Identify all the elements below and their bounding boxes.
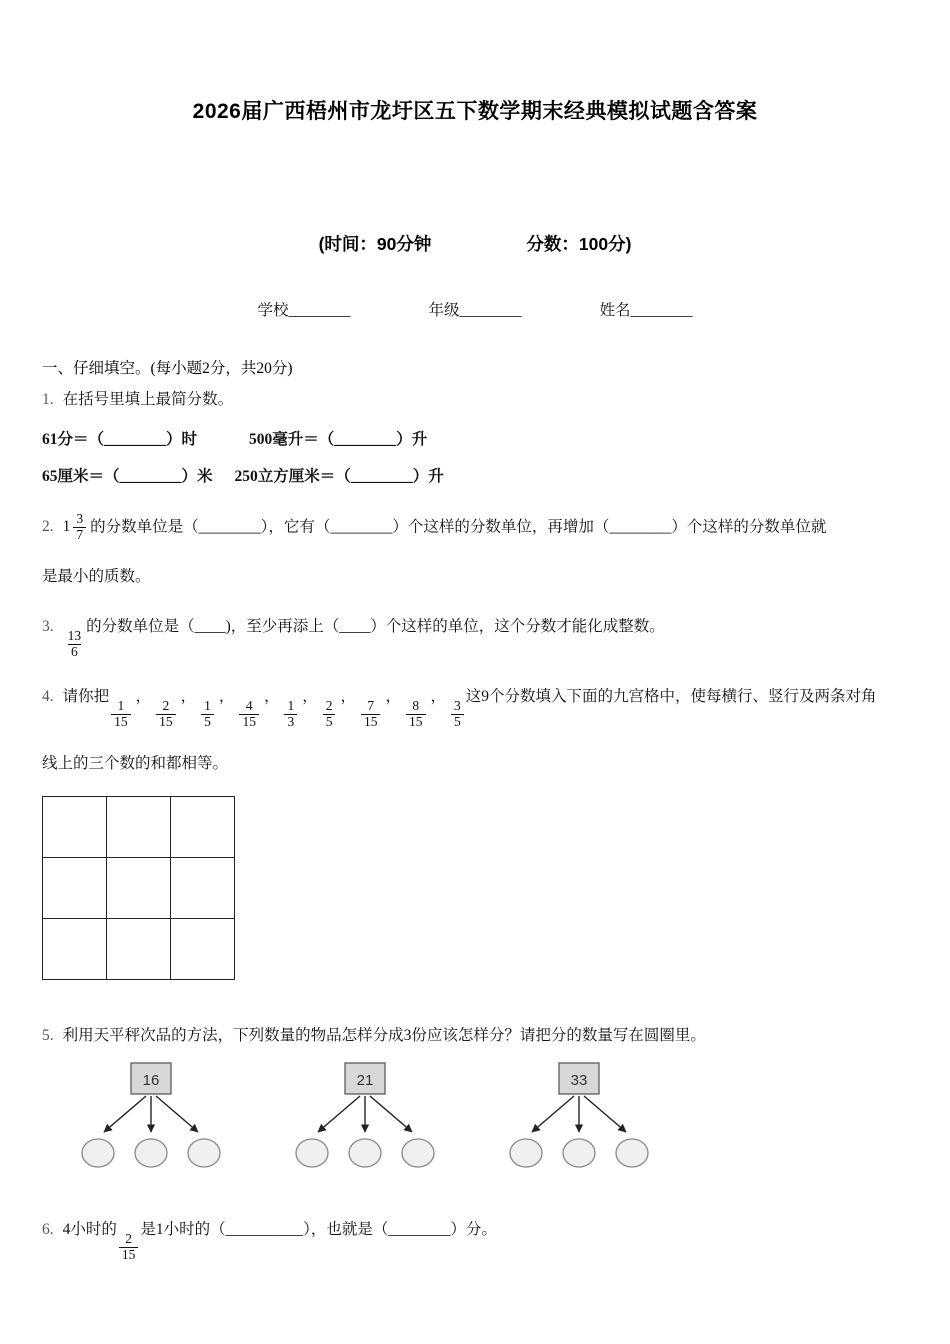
separator: ，	[180, 688, 197, 706]
question-1	[42, 388, 908, 412]
question-4	[42, 685, 908, 730]
whole-part: 1	[62, 518, 71, 536]
separator: ，	[340, 688, 356, 706]
answer-circle	[82, 1139, 114, 1167]
student-fields	[42, 298, 908, 320]
question-6	[42, 1218, 908, 1263]
score-label: 分数：100分)	[526, 234, 632, 254]
question-3-number: 3.	[42, 617, 54, 635]
divide-diagram	[272, 1060, 462, 1172]
answer-circle	[510, 1139, 542, 1167]
separator: ，	[218, 688, 235, 706]
answer-circle	[563, 1139, 595, 1167]
name-field: 姓名________	[599, 302, 693, 319]
conversion-minutes: 61分＝（________）时	[42, 431, 198, 449]
magic-square-cell	[107, 919, 171, 980]
fraction: $\frac{1}{3}$	[284, 699, 297, 730]
question-3	[42, 615, 908, 660]
question-2-text: 的分数单位是（________），它有（________）个这样的分数单位，再增加（________）个这样的分数单位就	[90, 518, 827, 536]
magic-square-cell	[43, 797, 107, 858]
fraction: $\frac{1}{5}$	[201, 699, 214, 730]
question-1-number: 1.	[42, 391, 54, 408]
fraction: $\frac{3}{7}$	[73, 512, 86, 543]
magic-square-cell	[171, 919, 235, 980]
question-5-number: 5.	[42, 1027, 54, 1045]
magic-square-cell	[107, 858, 171, 919]
fraction: $\frac{8}{15}$	[406, 699, 426, 730]
quantity-value: 21	[356, 1072, 374, 1090]
grid-row	[43, 919, 235, 980]
fraction: $\frac{2}{15}$	[119, 1232, 139, 1263]
question-3-text: 的分数单位是（____)，至少再添上（____）个这样的单位，这个分数才能化成整数。	[86, 617, 665, 635]
question-4-text-before: 请你把	[62, 688, 110, 706]
fraction: $\frac{2}{5}$	[323, 699, 336, 730]
separator: ，	[135, 688, 152, 706]
fraction: $\frac{1}{15}$	[111, 699, 131, 730]
answer-circle	[402, 1139, 434, 1167]
question-6-text-after: 是1小时的（__________），也就是（________）分。	[140, 1221, 497, 1239]
separator: ，	[263, 688, 280, 706]
answer-circle	[188, 1139, 220, 1167]
exam-meta	[42, 231, 908, 256]
conversion-line-2	[42, 464, 908, 486]
question-5	[42, 1024, 908, 1048]
balance-diagrams	[58, 1060, 908, 1172]
grade-field: 年级________	[428, 302, 522, 319]
magic-square-cell	[171, 797, 235, 858]
question-1-text: 在括号里填上最简分数。	[62, 391, 234, 408]
divide-diagram	[58, 1060, 248, 1172]
magic-square-cell	[43, 858, 107, 919]
fraction: $\frac{3}{5}$	[451, 699, 464, 730]
magic-square-cell	[43, 919, 107, 980]
conversion-milliliters: 500毫升＝（________）升	[249, 431, 428, 449]
grid-row	[43, 797, 235, 858]
question-6-text-before: 4小时的	[62, 1221, 117, 1239]
separator: ，	[430, 688, 447, 706]
fraction: $\frac{2}{15}$	[156, 699, 176, 730]
fraction-list	[109, 688, 466, 730]
separator: ，	[385, 688, 401, 706]
school-field: 学校________	[257, 302, 351, 319]
question-6-number: 6.	[42, 1221, 54, 1239]
question-4-text-after: 这9个分数填入下面的九宫格中，使每横行、竖行及两条对角	[465, 688, 877, 706]
fraction: $\frac{13}{6}$	[67, 627, 82, 659]
mixed-fraction	[63, 512, 89, 543]
conversion-cubic-cm: 250立方厘米＝（________）升	[234, 468, 444, 486]
page-title: 2026届广西梧州市龙圩区五下数学期末经典模拟试题含答案	[192, 100, 758, 123]
quantity-value: 16	[142, 1072, 160, 1090]
question-2	[42, 512, 908, 543]
fraction: $\frac{7}{15}$	[361, 699, 381, 730]
answer-circle	[135, 1139, 167, 1167]
question-4-line2: 线上的三个数的和都相等。	[42, 755, 229, 773]
conversion-line-1	[42, 427, 908, 449]
conversion-centimeters: 65厘米＝（________）米	[42, 468, 213, 486]
separator: ，	[302, 688, 318, 706]
question-2-line2: 是最小的质数。	[42, 567, 151, 585]
magic-square-cell	[171, 858, 235, 919]
divide-diagram	[486, 1060, 676, 1172]
fraction: $\frac{4}{15}$	[239, 699, 259, 730]
section-heading: 一、仔细填空。(每小题2分，共20分)	[42, 360, 293, 377]
quantity-value: 33	[570, 1072, 588, 1090]
question-2-number: 2.	[42, 518, 54, 536]
magic-square-body	[43, 797, 235, 980]
answer-circle	[616, 1139, 648, 1167]
question-4-number: 4.	[42, 688, 54, 706]
grid-row	[43, 858, 235, 919]
question-5-text: 利用天平秤次品的方法，下列数量的物品怎样分成3份应该怎样分？请把分的数量写在圆圈里。	[62, 1027, 706, 1045]
magic-square-grid	[42, 796, 235, 980]
time-label: (时间：90分钟	[318, 234, 432, 254]
answer-circle	[349, 1139, 381, 1167]
answer-circle	[296, 1139, 328, 1167]
magic-square-cell	[107, 797, 171, 858]
